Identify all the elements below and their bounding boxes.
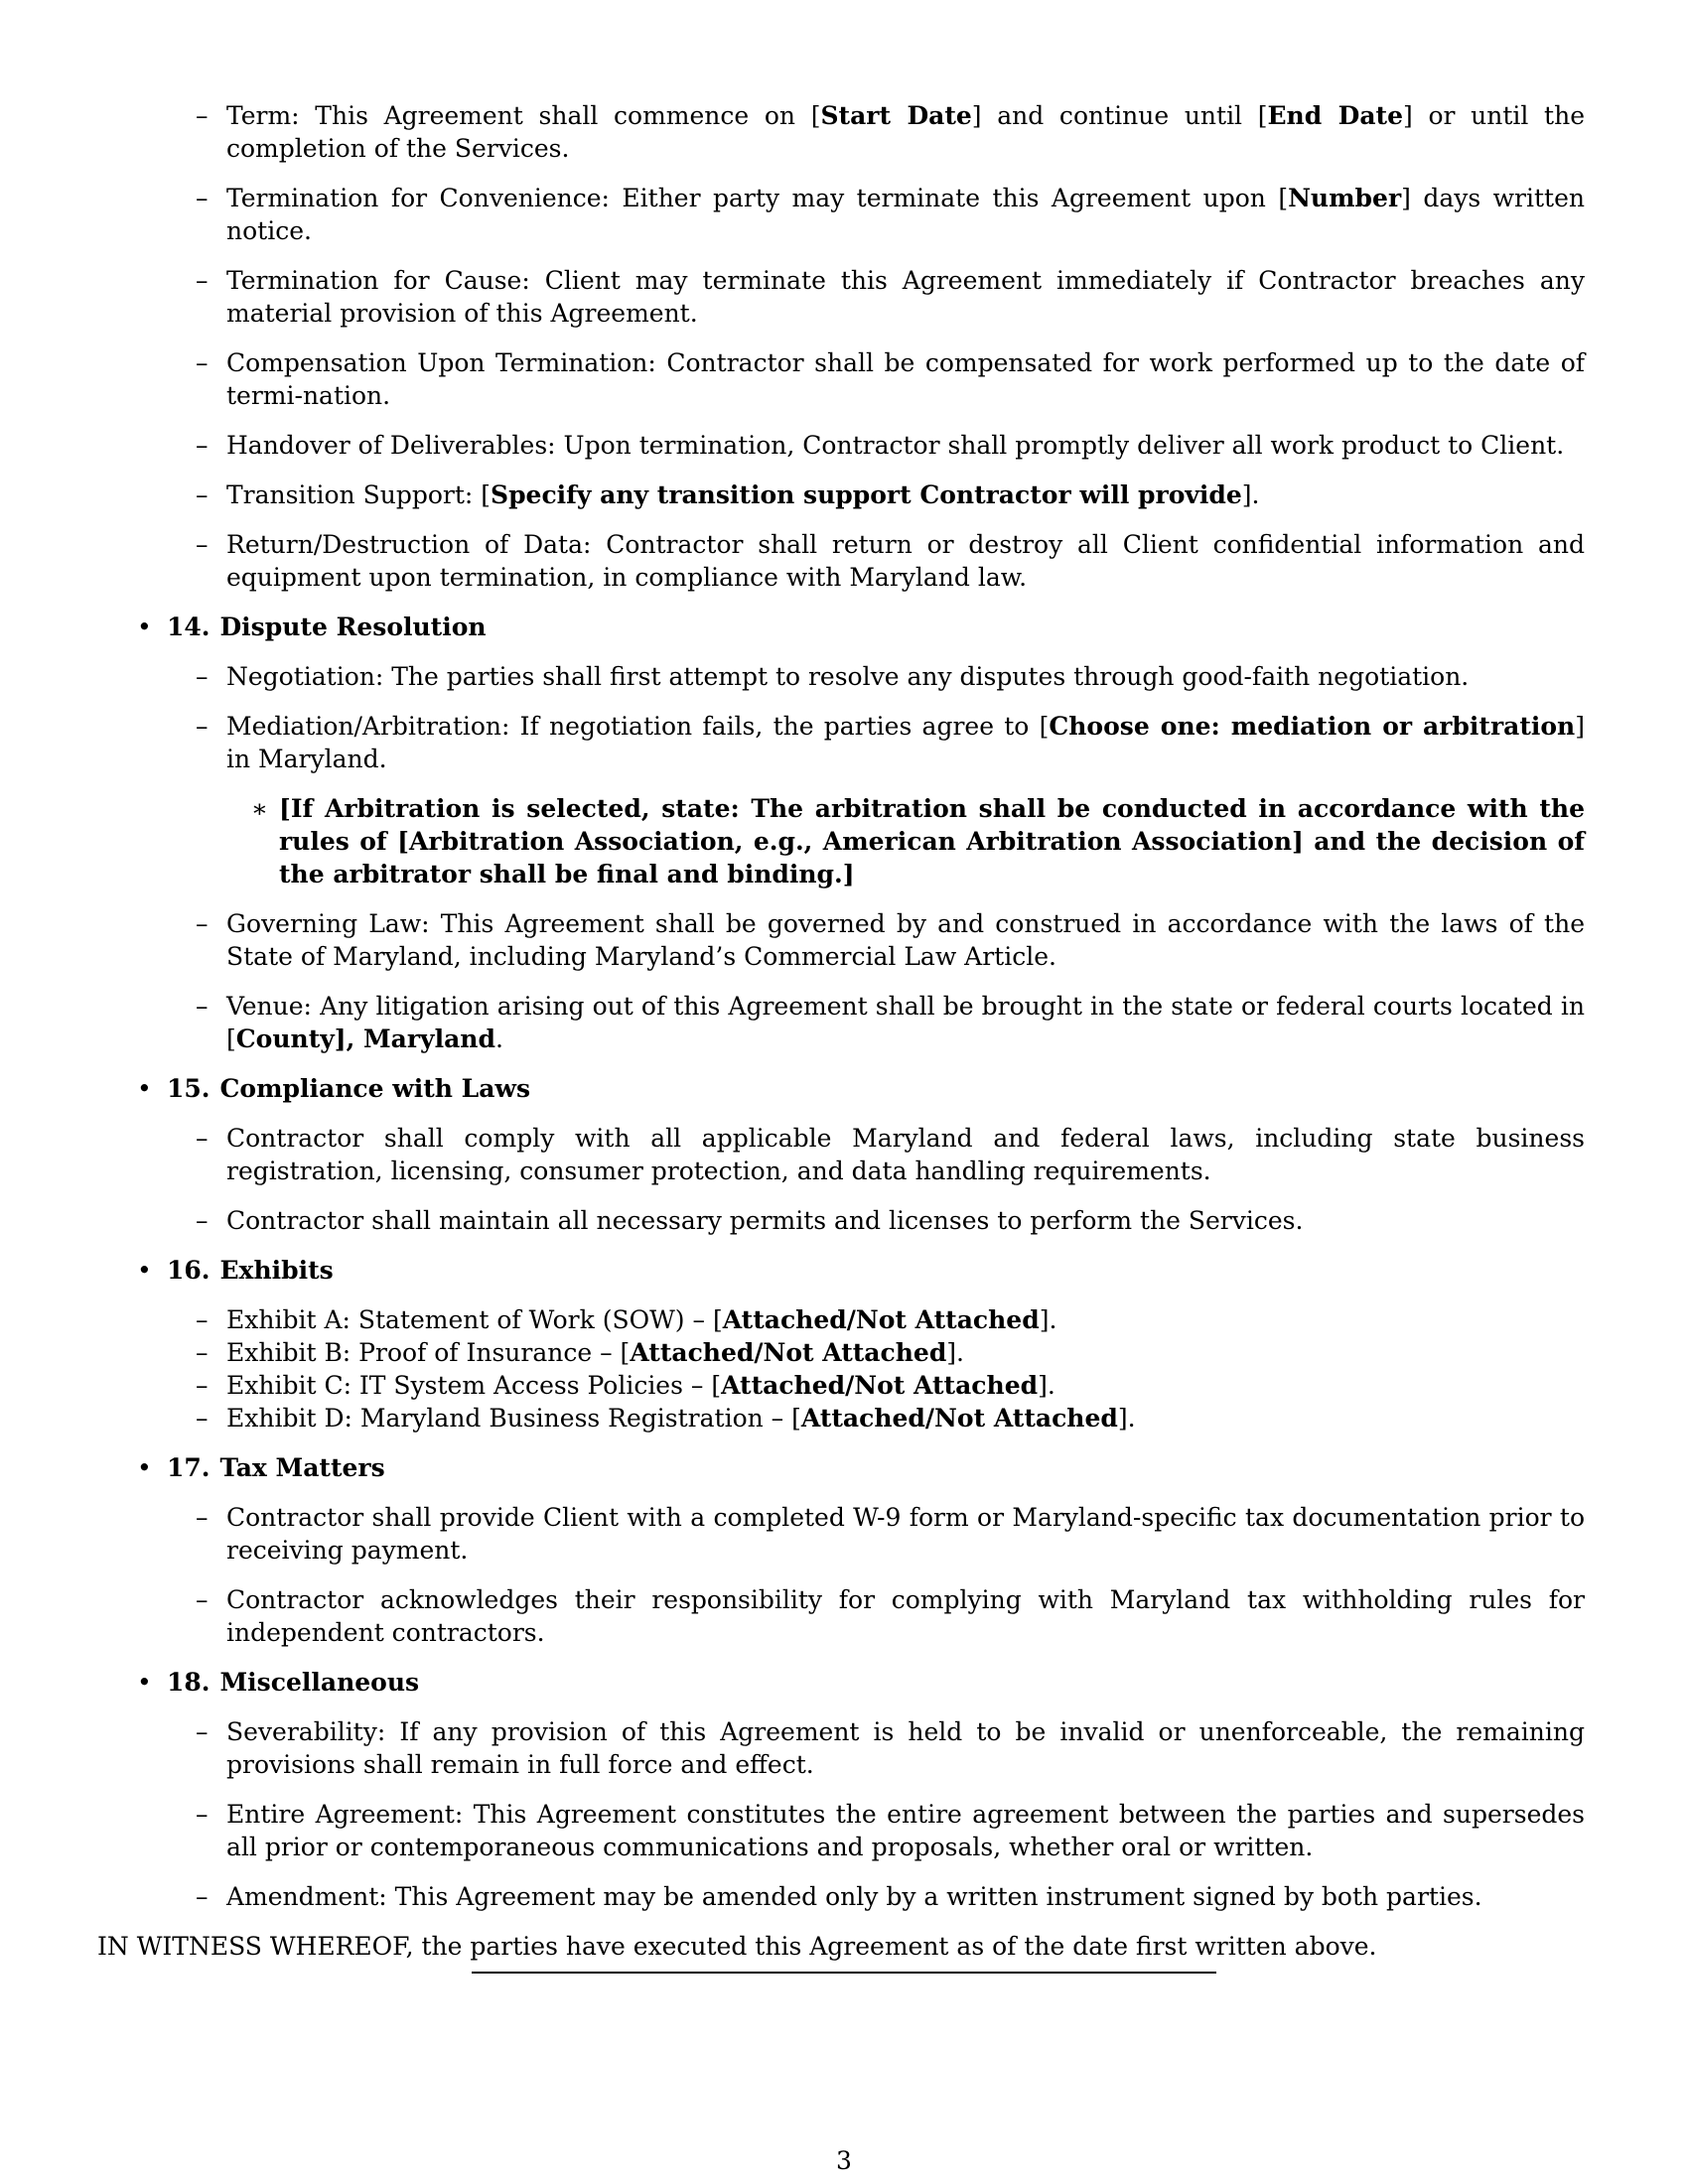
severability-clause: – Severability: If any provision of this Agreement is held to be invalid or unenforceable, the remaining provisions shall remain in full force and effect. xyxy=(226,1715,1585,1781)
witness-statement: IN WITNESS WHEREOF, the parties have executed this Agreement as of the date first written above. xyxy=(97,1932,1377,1961)
exhibit-d-item: – Exhibit D: Maryland Business Registration – [Attached/Not Attached]. xyxy=(226,1402,1585,1434)
section-heading-miscellaneous: • 18. Miscellaneous xyxy=(167,1666,1589,1699)
handover-clause: – Handover of Deliverables: Upon termination, Contractor shall promptly deliver all work product to Client. xyxy=(226,429,1585,462)
exhibit-a-item: – Exhibit A: Statement of Work (SOW) – [Attached/Not Attached]. xyxy=(226,1303,1585,1336)
arbitration-subclause: ∗ [If Arbitration is selected, state: The arbitration shall be conducted in accordance with the rules of [Arbitration Association, e.g., American Arbitration Association] and the decision of the arbitrator shall be final and binding.] xyxy=(279,792,1585,890)
return-data-clause: – Return/Destruction of Data: Contractor shall return or destroy all Client confidential information and equipment upon termination, in compliance with Maryland law. xyxy=(226,528,1585,594)
page-number: 3 xyxy=(836,2146,852,2175)
tax-clause-1: – Contractor shall provide Client with a completed W-9 form or Maryland-specific tax documentation prior to receiving payment. xyxy=(226,1501,1585,1567)
negotiation-clause: – Negotiation: The parties shall first attempt to resolve any disputes through good-faith negotiation. xyxy=(226,660,1585,693)
compliance-clause-1: – Contractor shall comply with all applicable Maryland and federal laws, including state business registration, licensing, consumer protection, and data handling requirements. xyxy=(226,1122,1585,1187)
section-heading-tax-matters: • 17. Tax Matters xyxy=(167,1451,1589,1484)
tax-clause-2: – Contractor acknowledges their responsibility for complying with Maryland tax withholding rules for independent contractors. xyxy=(226,1583,1585,1649)
section-heading-exhibits: • 16. Exhibits xyxy=(167,1254,1589,1287)
exhibit-b-item: – Exhibit B: Proof of Insurance – [Attached/Not Attached]. xyxy=(226,1336,1585,1369)
entire-agreement-clause: – Entire Agreement: This Agreement constitutes the entire agreement between the parties and supersedes all prior or contemporaneous communications and proposals, whether oral or written. xyxy=(226,1798,1585,1863)
document-body xyxy=(97,99,1589,1963)
section-heading-dispute-resolution: • 14. Dispute Resolution xyxy=(167,611,1589,643)
transition-support-clause: – Transition Support: [Specify any transition support Contractor will provide]. xyxy=(226,478,1585,511)
term-clause: – Term: This Agreement shall commence on [Start Date] and continue until [End Date] or until the completion of the Services. xyxy=(226,99,1585,165)
mediation-arbitration-clause: – Mediation/Arbitration: If negotiation fails, the parties agree to [Choose one: mediation or arbitration] in Maryland. xyxy=(226,710,1585,775)
termination-convenience-clause: – Termination for Convenience: Either party may terminate this Agreement upon [Number] days written notice. xyxy=(226,182,1585,247)
exhibit-c-item: – Exhibit C: IT System Access Policies – [Attached/Not Attached]. xyxy=(226,1369,1585,1402)
venue-clause: – Venue: Any litigation arising out of this Agreement shall be brought in the state or federal courts located in [County], Maryland. xyxy=(226,990,1585,1055)
compliance-clause-2: – Contractor shall maintain all necessary permits and licenses to perform the Services. xyxy=(226,1204,1585,1237)
termination-cause-clause: – Termination for Cause: Client may terminate this Agreement immediately if Contractor breaches any material provision of this Agreement. xyxy=(226,264,1585,330)
amendment-clause: – Amendment: This Agreement may be amended only by a written instrument signed by both parties. xyxy=(226,1880,1585,1913)
signature-line xyxy=(472,1972,1216,1974)
governing-law-clause: – Governing Law: This Agreement shall be governed by and construed in accordance with the laws of the State of Maryland, including Maryland’s Commercial Law Article. xyxy=(226,907,1585,973)
section-heading-compliance: • 15. Compliance with Laws xyxy=(167,1072,1589,1105)
compensation-termination-clause: – Compensation Upon Termination: Contractor shall be compensated for work performed up to the date of termi-nation. xyxy=(226,346,1585,412)
